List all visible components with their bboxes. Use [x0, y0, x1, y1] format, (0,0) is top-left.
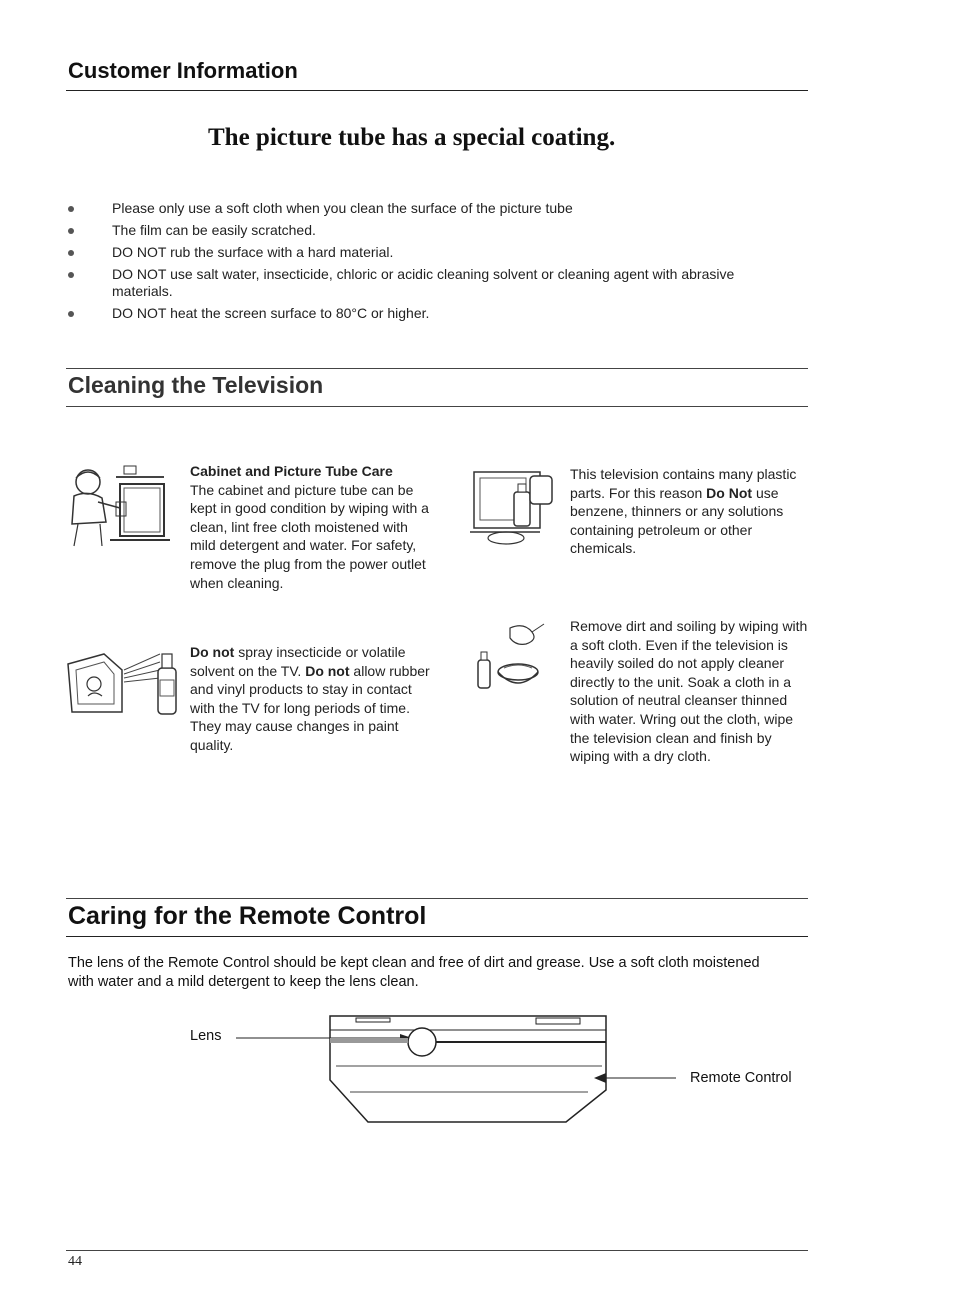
person-cleaning-tv-icon — [60, 462, 170, 550]
cabinet-care-paragraph — [190, 462, 430, 592]
title-rule — [66, 90, 808, 91]
cabinet-care-text: The cabinet and picture tube can be kept in good condition by wiping with a clean, lint free cloth moistened with mild detergent and water. For safety, remove the plug from the power outlet when cleaning. — [190, 481, 429, 591]
do-not-emphasis: Do Not — [706, 484, 753, 501]
list-item: DO NOT rub the surface with a hard material. — [64, 244, 784, 261]
bullet-icon — [68, 250, 74, 256]
dirt-removal-paragraph: Remove dirt and soiling by wiping with a soft cloth. Even if the television is heavily soiled do not apply cleaner directly to the unit. Soak a cloth in a solution of neutral cleanser thinned with water. Wring out the cloth, wipe the television clean and finish by wiping with a dry cloth. — [570, 618, 808, 765]
coating-subtitle: The picture tube has a special coating. — [208, 124, 616, 151]
remote-control-label: Remote Control — [690, 1070, 792, 1086]
lens-label: Lens — [190, 1028, 222, 1044]
list-item: DO NOT heat the screen surface to 80°C or higher. — [64, 305, 784, 322]
spray-warning-paragraph: Do not spray insecticide or volatile solvent on the TV. Do not allow rubber and vinyl products to stay in contact with the TV for long periods of time. They may cause changes in paint quality. — [190, 644, 430, 753]
remote-title: Caring for the Remote Control — [68, 902, 427, 930]
remote-care-text: The lens of the Remote Control should be kept clean and free of dirt and grease. Use a soft cloth moistened with water and a mild detergent to keep the lens clean. — [68, 955, 760, 990]
list-item: The film can be easily scratched. — [64, 222, 784, 239]
footer-rule — [66, 1250, 808, 1251]
cleanser-bowl-icon — [474, 620, 554, 692]
cleaning-top-rule — [66, 368, 808, 369]
coating-bullet-list — [64, 200, 784, 327]
list-item: DO NOT use salt water, insecticide, chloric or acidic cleaning solvent or cleaning agent with abrasive materials. — [64, 266, 784, 300]
tv-with-chemicals-icon — [470, 466, 556, 550]
bullet-icon — [68, 206, 74, 212]
remote-control-diagram — [236, 1010, 692, 1126]
bullet-icon — [68, 311, 74, 317]
customer-information-title: Customer Information — [68, 58, 298, 83]
remote-top-rule — [66, 898, 808, 899]
cleaning-bottom-rule — [66, 406, 808, 407]
plastic-parts-paragraph: This television contains many plastic parts. For this reason Do Not use benzene, thinners or any solutions containing petroleum or other chemicals. — [570, 466, 797, 557]
spray-on-tv-icon — [64, 640, 184, 720]
bullet-icon — [68, 272, 74, 278]
page-number: 44 — [68, 1254, 82, 1269]
cabinet-care-heading: Cabinet and Picture Tube Care — [190, 463, 393, 479]
remote-bottom-rule — [66, 936, 808, 937]
cleaning-title: Cleaning the Television — [68, 372, 324, 398]
list-item: Please only use a soft cloth when you clean the surface of the picture tube — [64, 200, 784, 217]
bullet-icon — [68, 228, 74, 234]
